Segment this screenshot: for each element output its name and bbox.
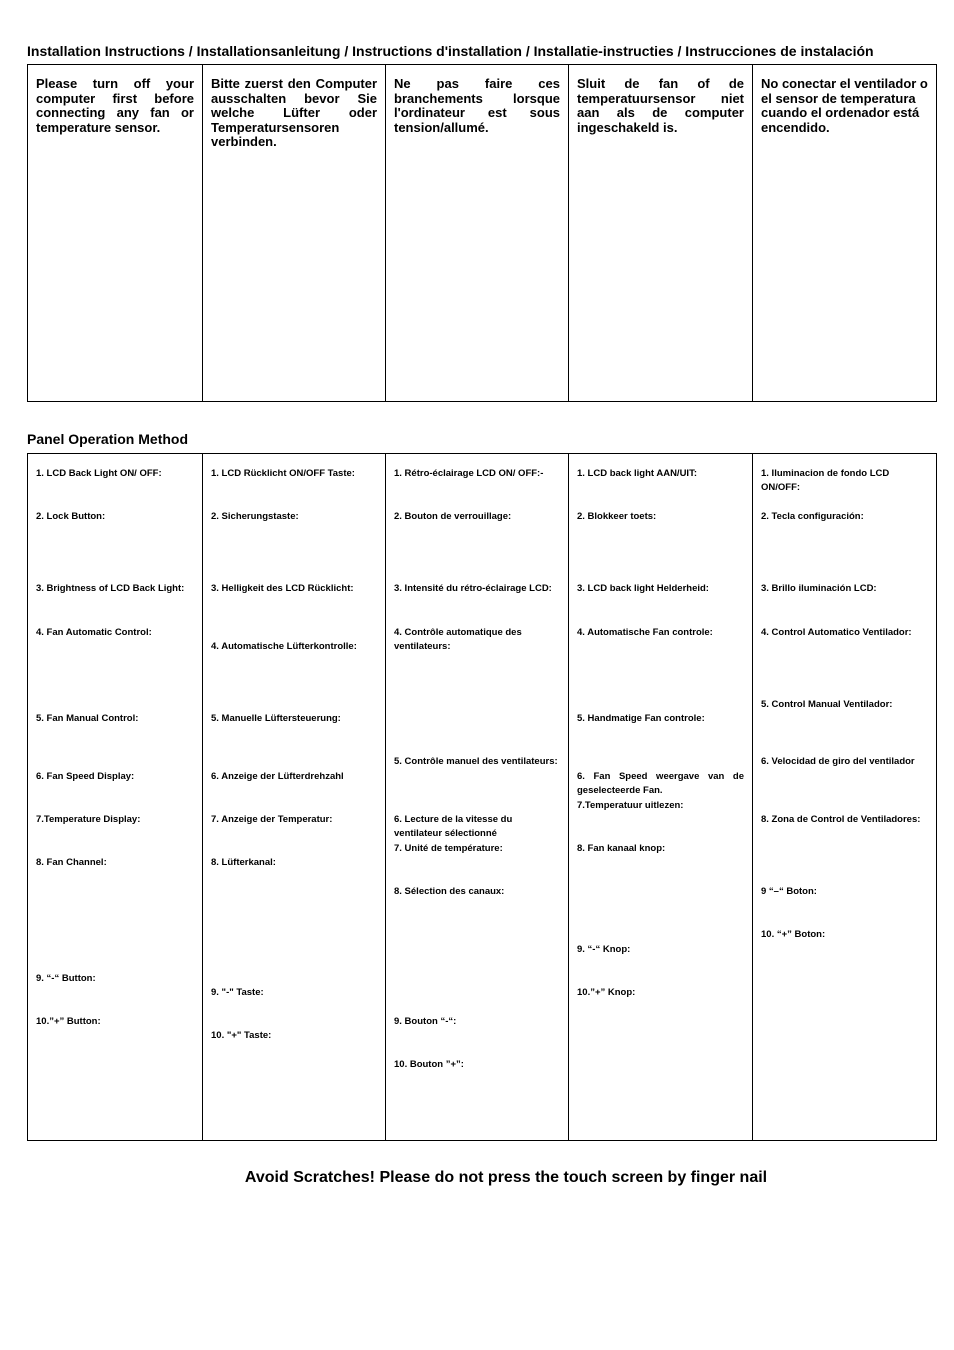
panel-item-fan-manual: 5. Contrôle manuel des ventilateurs: xyxy=(394,756,558,767)
install-cell-en xyxy=(28,65,203,402)
panel-item-plus-button: 10. "+" Taste: xyxy=(211,1030,272,1041)
panel-item-lock-button: 2. Tecla configuración: xyxy=(761,511,864,522)
panel-item-minus-button: 9. "-" Taste: xyxy=(211,987,264,998)
panel-column-de xyxy=(203,454,386,1141)
panel-item-plus-button: 10. Bouton ”+”: xyxy=(394,1059,464,1070)
install-text-en: Please turn off your computer first before connecting any fan or temperature sensor. xyxy=(36,76,194,135)
panel-item-fan-speed: 6. Lecture de la vitesse du ventilateur sélectionné xyxy=(394,814,513,839)
panel-item-minus-button: 9. “-“ Button: xyxy=(36,973,96,984)
panel-item-fan-channel: 8. Fan Channel: xyxy=(36,857,107,868)
panel-item-minus-button: 9. Bouton “-“: xyxy=(394,1016,457,1027)
panel-item-lcd-backlight: 1. LCD Back Light ON/ OFF: xyxy=(36,468,162,479)
panel-item-fan-auto: 4. Contrôle automatique des ventilateurs: xyxy=(394,627,522,652)
panel-item-lcd-backlight: 1. LCD back light AAN/UIT: xyxy=(577,468,697,479)
panel-item-lock-button: 2. Bouton de verrouillage: xyxy=(394,511,512,522)
panel-item-fan-auto: 4. Automatische Fan controle: xyxy=(577,627,713,638)
panel-item-lock-button: 2. Sicherungstaste: xyxy=(211,511,299,522)
panel-item-fan-manual: 5. Fan Manual Control: xyxy=(36,713,139,724)
installation-instructions-title: Installation Instructions / Installationsanleitung / Instructions d'installation / Installatie-instructies / Instrucciones de instalación xyxy=(27,43,874,59)
install-text-de: Bitte zuerst den Computer ausschalten bevor Sie welche Lüfter oder Temperatursensoren verbinden. xyxy=(211,76,377,149)
panel-item-temperature: 7. Anzeige der Temperatur: xyxy=(211,814,333,825)
installation-instructions-table xyxy=(27,64,937,402)
panel-item-lock-button: 2. Blokkeer toets: xyxy=(577,511,657,522)
panel-item-minus-button: 9. “-“ Knop: xyxy=(577,944,631,955)
panel-item-fan-speed: 6. Fan Speed Display: xyxy=(36,771,135,782)
panel-item-fan-channel: 8. Sélection des canaux: xyxy=(394,886,505,897)
panel-item-fan-control-zone: 8. Zona de Control de Ventiladores: xyxy=(761,814,921,825)
panel-item-brightness: 3. Brightness of LCD Back Light: xyxy=(36,583,185,594)
panel-item-lcd-backlight: 1. Rétro-éclairage LCD ON/ OFF:- xyxy=(394,468,544,479)
panel-item-fan-speed: 6. Anzeige der Lüfterdrehzahl xyxy=(211,771,344,782)
panel-item-brightness: 3. LCD back light Helderheid: xyxy=(577,583,709,594)
install-cell-fr xyxy=(386,65,569,402)
panel-item-temperature: 7.Temperatuur uitlezen: xyxy=(577,800,684,811)
panel-item-lcd-backlight: 1. Iluminacion de fondo LCD ON/OFF: xyxy=(761,468,890,493)
panel-item-fan-manual: 5. Handmatige Fan controle: xyxy=(577,713,705,724)
panel-item-fan-speed: 6. Velocidad de giro del ventilador xyxy=(761,756,915,767)
panel-operation-title: Panel Operation Method xyxy=(27,431,189,447)
panel-item-fan-channel: 8. Fan kanaal knop: xyxy=(577,843,666,854)
install-text-nl: Sluit de fan of de temperatuursensor niet aan als de computer ingeschakeld is. xyxy=(577,76,744,135)
panel-item-fan-auto: 4. Control Automatico Ventilador: xyxy=(761,627,912,638)
panel-item-lock-button: 2. Lock Button: xyxy=(36,511,106,522)
install-cell-de xyxy=(203,65,386,402)
panel-item-fan-auto: 4. Automatische Lüfterkontrolle: xyxy=(211,641,357,652)
panel-item-minus-button: 9 “–“ Boton: xyxy=(761,886,817,897)
install-text-es: No conectar el ventilador o el sensor de temperatura cuando el ordenador está encendido. xyxy=(761,76,928,135)
panel-item-lcd-backlight: 1. LCD Rücklicht ON/OFF Taste: xyxy=(211,468,355,479)
panel-item-fan-channel: 8. Lüfterkanal: xyxy=(211,857,276,868)
panel-item-plus-button: 10. “+” Boton: xyxy=(761,929,826,940)
panel-column-fr xyxy=(386,454,569,1141)
panel-column-nl xyxy=(569,454,753,1141)
install-text-fr: Ne pas faire ces branchements lorsque l'ordinateur est sous tension/allumé. xyxy=(394,76,560,135)
panel-operation-table xyxy=(27,453,937,1141)
panel-item-brightness: 3. Intensité du rétro-éclairage LCD: xyxy=(394,583,552,594)
panel-item-fan-speed: 6. Fan Speed weergave van de geselecteerde Fan. xyxy=(577,771,744,796)
panel-column-en xyxy=(28,454,203,1141)
panel-item-fan-manual: 5. Control Manual Ventilador: xyxy=(761,699,893,710)
panel-item-brightness: 3. Brillo iluminación LCD: xyxy=(761,583,877,594)
install-cell-nl xyxy=(569,65,753,402)
panel-item-plus-button: 10.”+” Button: xyxy=(36,1016,101,1027)
panel-item-fan-manual: 5. Manuelle Lüftersteuerung: xyxy=(211,713,341,724)
panel-item-plus-button: 10.”+” Knop: xyxy=(577,987,636,998)
panel-item-brightness: 3. Helligkeit des LCD Rücklicht: xyxy=(211,583,354,594)
panel-item-temperature: 7.Temperature Display: xyxy=(36,814,141,825)
scratch-warning: Avoid Scratches! Please do not press the touch screen by finger nail xyxy=(244,1169,768,1186)
panel-item-temperature: 7. Unité de température: xyxy=(394,843,503,854)
panel-item-fan-auto: 4. Fan Automatic Control: xyxy=(36,627,152,638)
panel-column-es xyxy=(753,454,937,1141)
install-cell-es xyxy=(753,65,937,402)
